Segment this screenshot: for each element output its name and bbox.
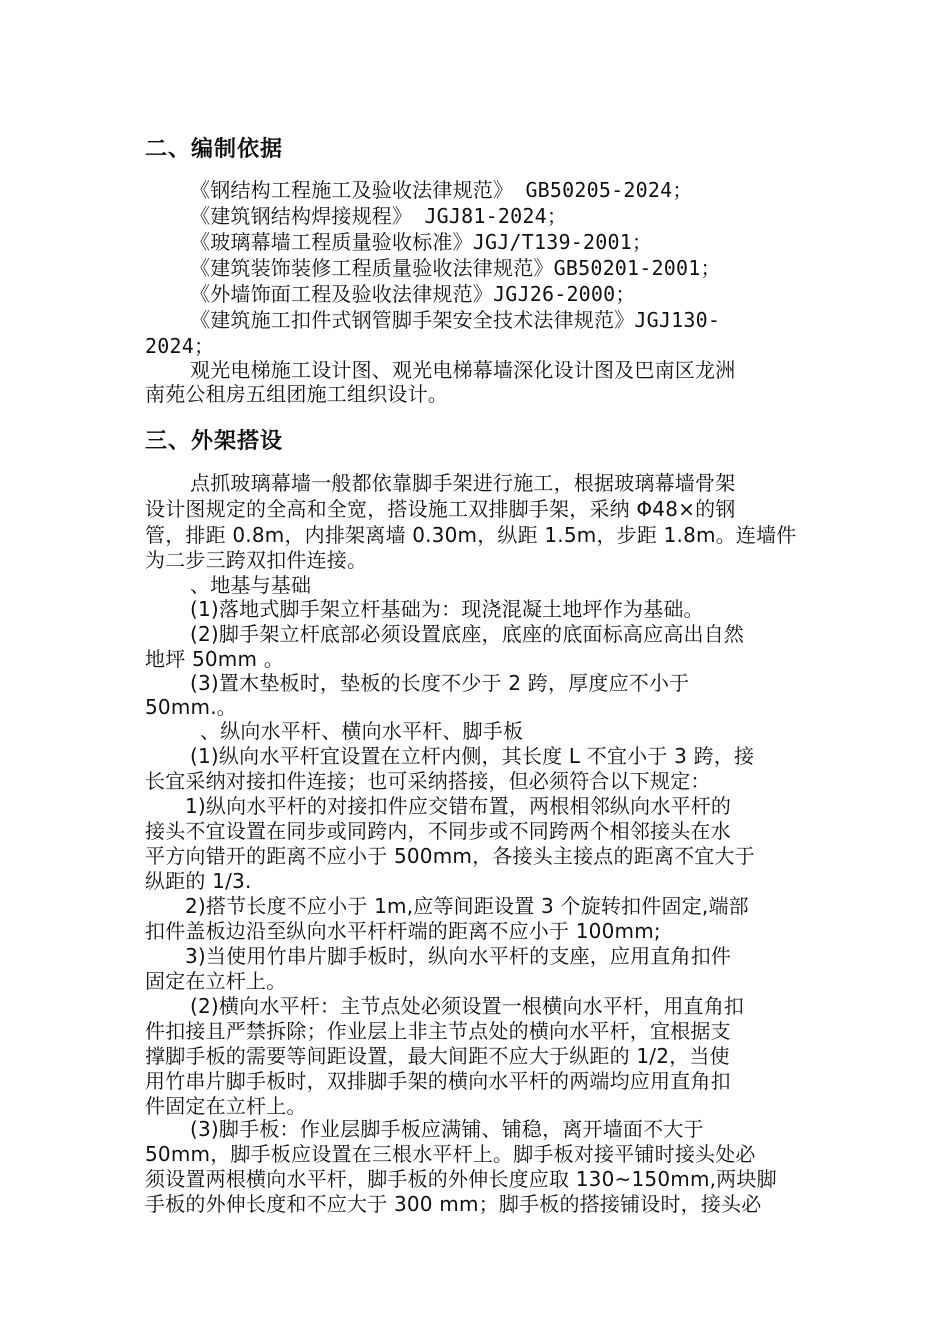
reference-line: 《外墙饰面工程及验收法律规范》JGJ26-2000； [190,282,636,306]
body-line: 件固定在立杆上。 [145,1094,307,1118]
body-line: 点抓玻璃幕墙一般都依靠脚手架进行施工，根据玻璃幕墙骨架 [190,471,736,495]
body-line: 为二步三跨双扣件连接。 [145,548,368,572]
basis-paragraph-line: 南苑公租房五组团施工组织设计。 [145,382,448,406]
section-3-heading: 三、外架搭设 [145,429,284,454]
reference-line-tail: 2024； [145,334,215,358]
body-line: 接头不宜设置在同步或同跨内，不同步或不同跨两个相邻接头在水 [145,819,731,843]
body-line: 须设置两根横向水平杆，脚手板的外伸长度应取 130~150mm,两块脚 [145,1167,777,1191]
body-line: 长宜采纳对接扣件连接；也可采纳搭接，但必须符合以下规定： [145,769,711,793]
body-line: 地坪 50mm 。 [145,647,284,671]
body-line: (3)脚手板：作业层脚手板应满铺、铺稳，离开墙面不大于 [190,1117,704,1141]
body-line: 平方向错开的距离不应小于 500mm，各接头主接点的距离不宜大于 [145,844,755,868]
body-line: (2)横向水平杆：主节点处必须设置一根横向水平杆，用直角扣 [190,994,745,1018]
body-line: 管，排距 0.8m，内排架离墙 0.30m，纵距 1.5m，步距 1.8m。连墙件 [145,523,797,547]
body-line: 3)当使用竹串片脚手板时，纵向水平杆的支座，应用直角扣件 [185,944,732,968]
subheading-line: 、地基与基础 [190,573,312,597]
section-2-heading: 二、编制依据 [145,137,284,162]
body-line: 纵距的 1/3. [145,869,252,893]
body-line: (3)置木垫板时，垫板的长度不少于 2 跨，厚度应不小于 [190,671,690,695]
subheading-line: 、纵向水平杆、横向水平杆、脚手板 [200,719,524,743]
reference-line: 《钢结构工程施工及验收法律规范》 GB50205-2024； [190,178,693,202]
basis-paragraph-line: 观光电梯施工设计图、观光电梯幕墙深化设计图及巴南区龙洲 [190,358,736,382]
body-line: 手板的外伸长度和不应大于 300 mm；脚手板的搭接铺设时，接头必 [145,1192,762,1216]
body-line: (2)脚手架立杆底部必须设置底座，底座的底面标高应高出自然 [190,622,745,646]
reference-line: 《建筑装饰装修工程质量验收法律规范》GB50201-2001； [190,256,721,280]
reference-line: 《建筑钢结构焊接规程》 JGJ81-2024； [190,204,568,228]
body-line: 用竹串片脚手板时，双排脚手架的横向水平杆的两端均应用直角扣 [145,1069,731,1093]
body-line: (1)落地式脚手架立杆基础为：现浇混凝土地坪作为基础。 [190,597,704,621]
body-line: 设计图规定的全高和全宽，搭设施工双排脚手架，采纳 Φ48×的钢 [145,497,736,521]
body-line: (1)纵向水平杆宜设置在立杆内侧，其长度 L 不宜小于 3 跨，接 [190,744,755,768]
body-line: 撑脚手板的需要等间距设置，最大间距不应大于纵距的 1/2，当使 [145,1044,730,1068]
body-line: 50mm，脚手板应设置在三根水平杆上。脚手板对接平铺时接头处必 [145,1142,756,1166]
body-line: 50mm.。 [145,695,237,719]
body-line: 1)纵向水平杆的对接扣件应交错布置，两根相邻纵向水平杆的 [185,794,732,818]
reference-line: 《建筑施工扣件式钢管脚手架安全技术法律规范》JGJ130- [190,308,721,332]
reference-line: 《玻璃幕墙工程质量验收标准》JGJ/T139-2001； [190,230,653,254]
body-line: 2)搭节长度不应小于 1m,应等间距设置 3 个旋转扣件固定,端部 [185,894,749,918]
body-line: 扣件盖板边沿至纵向水平杆杆端的距离不应小于 100mm; [145,919,661,943]
body-line: 件扣接且严禁拆除；作业层上非主节点处的横向水平杆，宜根据支 [145,1019,731,1043]
body-line: 固定在立杆上。 [145,969,287,993]
